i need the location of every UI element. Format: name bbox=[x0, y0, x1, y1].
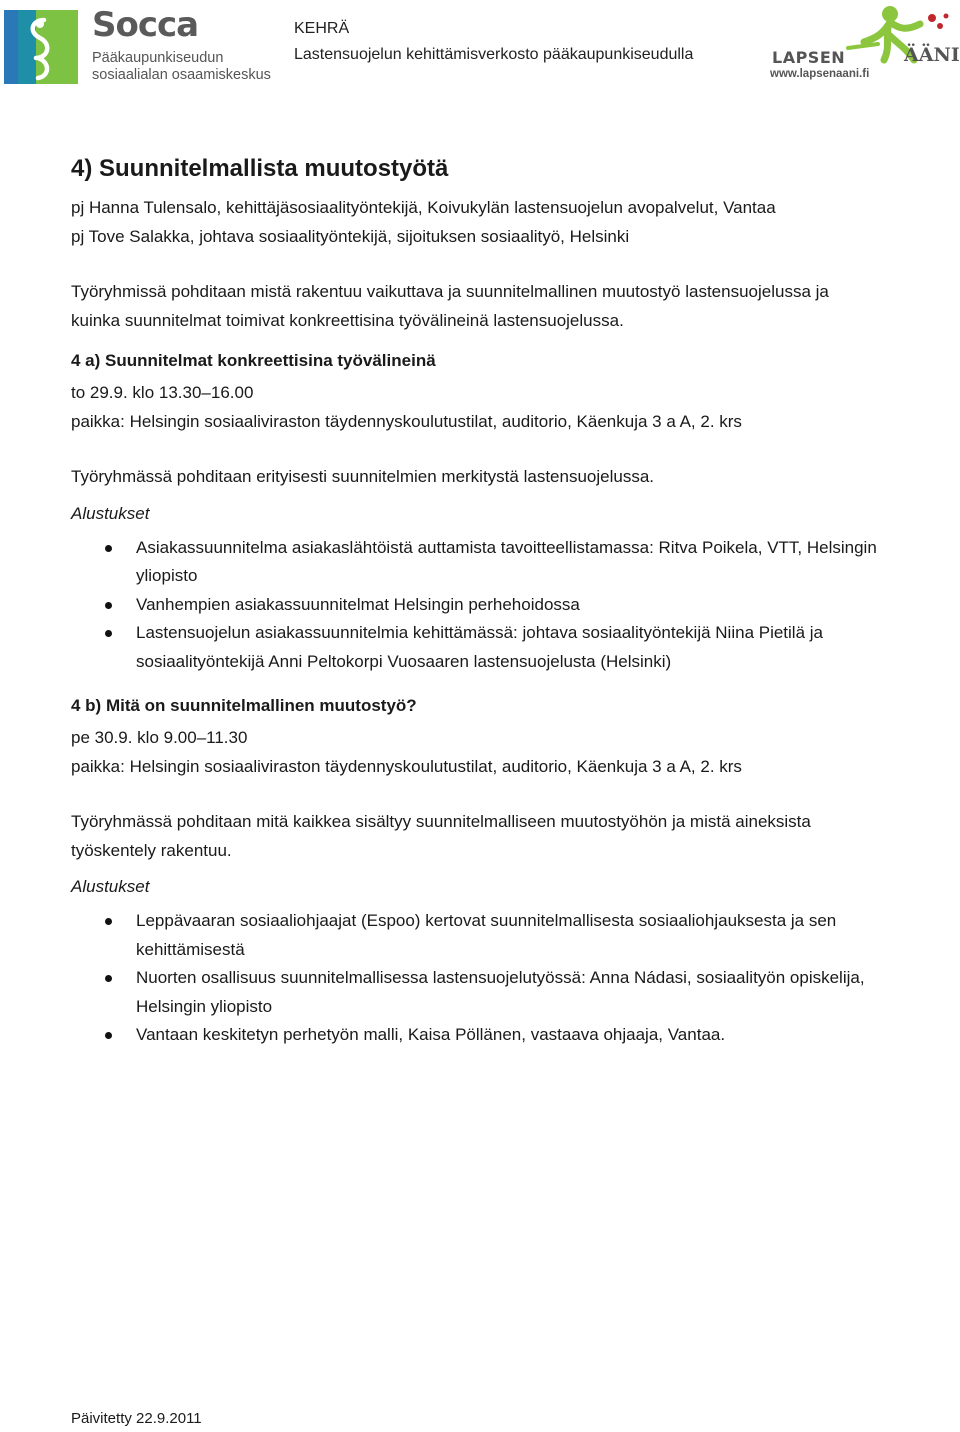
section-date: pe 30.9. klo 9.00–11.30 bbox=[71, 728, 248, 747]
page-header bbox=[0, 0, 960, 100]
socca-logo bbox=[4, 6, 274, 86]
footer-updated: Päivitetty 22.9.2011 bbox=[71, 1410, 202, 1427]
header-text bbox=[294, 16, 693, 68]
bullet-icon bbox=[105, 918, 112, 925]
list-item: Nuorten osallisuus suunnitelmallisessa lastensuojelutyössä: Anna Nádasi, sosiaalityön opiskelija, Helsingin yliopisto bbox=[71, 964, 931, 1021]
alustukset-label: Alustukset bbox=[71, 877, 150, 896]
list-item: Lastensuojelun asiakassuunnitelmia kehittämässä: johtava sosiaalityöntekijä Niina Pietilä ja sosiaalityöntekijä Anni Peltokorpi Vuosaaren lastensuojelusta (Helsinki) bbox=[71, 619, 931, 676]
page-title: 4) Suunnitelmallista muutostyötä bbox=[71, 155, 449, 182]
section-place: paikka: Helsingin sosiaaliviraston täydennyskoulutustilat, auditorio, Käenkuja 3 a A, 2. krs bbox=[71, 756, 742, 776]
lapsen-aani-logo bbox=[768, 4, 958, 86]
section-4a bbox=[71, 349, 931, 676]
list-item: Vanhempien asiakassuunnitelmat Helsingin perhehoidossa bbox=[71, 591, 931, 620]
alustukset-list bbox=[71, 907, 931, 1050]
lead-1: pj Hanna Tulensalo, kehittäjäsosiaalityöntekijä, Koivukylän lastensuojelun avopalvelut, Vantaa bbox=[71, 198, 776, 217]
socca-name: Socca bbox=[92, 5, 199, 45]
main-content bbox=[71, 150, 931, 1050]
alustukset-label: Alustukset bbox=[71, 503, 150, 523]
section-date: to 29.9. klo 13.30–16.00 bbox=[71, 383, 254, 402]
list-item: Vantaan keskitetyn perhetyön malli, Kaisa Pöllänen, vastaava ohjaaja, Vantaa. bbox=[71, 1021, 931, 1050]
bullet-icon bbox=[105, 1032, 112, 1039]
section-4b bbox=[71, 694, 931, 1050]
section-desc-1: Työryhmässä pohditaan mitä kaikkea sisältyy suunnitelmalliseen muutostyöhön ja mistä aineksista bbox=[71, 812, 811, 831]
bullet-icon bbox=[105, 602, 112, 609]
section-desc: Työryhmässä pohditaan erityisesti suunnitelmien merkitystä lastensuojelussa. bbox=[71, 467, 654, 486]
bullet-icon bbox=[105, 630, 112, 637]
socca-logo-icon bbox=[4, 10, 78, 84]
section-heading: 4 b) Mitä on suunnitelmallinen muutostyö? bbox=[71, 696, 417, 715]
section-heading: 4 a) Suunnitelmat konkreettisina työvälineinä bbox=[71, 351, 436, 370]
section-desc-2: työskentely rakentuu. bbox=[71, 840, 232, 860]
intro-line-2: kuinka suunnitelmat toimivat konkreettisina työvälineinä lastensuojelussa. bbox=[71, 310, 624, 330]
header-subtitle: Lastensuojelun kehittämisverkosto pääkaupunkiseudulla bbox=[294, 46, 694, 63]
section-place: paikka: Helsingin sosiaaliviraston täydennyskoulutustilat, auditorio, Käenkuja 3 a A, 2. krs bbox=[71, 411, 742, 431]
socca-subtitle: Pääkaupunkiseudun sosiaalialan osaamiskeskus bbox=[92, 50, 271, 83]
intro-line-1: Työryhmissä pohditaan mistä rakentuu vaikuttava ja suunnitelmallinen muutostyö lastensuojelussa ja bbox=[71, 282, 829, 301]
bullet-icon bbox=[105, 545, 112, 552]
lapsen-word: LAPSEN bbox=[772, 48, 846, 67]
aani-word: ÄÄNI bbox=[904, 44, 960, 66]
list-item: Asiakassuunnitelma asiakaslähtöistä auttamista tavoitteellistamassa: Ritva Poikela, VTT, Helsingin yliopisto bbox=[71, 534, 931, 591]
alustukset-list bbox=[71, 534, 931, 677]
header-title: KEHRÄ bbox=[294, 20, 350, 37]
list-item: Leppävaaran sosiaaliohjaajat (Espoo) kertovat suunnitelmallisesta sosiaaliohjauksesta ja sen kehittämisestä bbox=[71, 907, 931, 964]
lapsen-url: www.lapsenaani.fi bbox=[770, 68, 870, 80]
bullet-icon bbox=[105, 975, 112, 982]
lead-2: pj Tove Salakka, johtava sosiaalityöntekijä, sijoituksen sosiaalityö, Helsinki bbox=[71, 226, 630, 246]
